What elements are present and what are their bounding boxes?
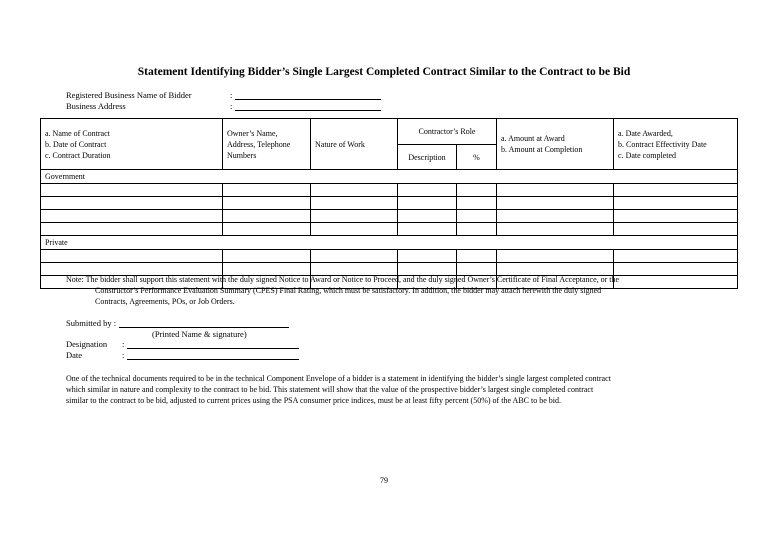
date-label: Date [66,350,83,360]
table-row[interactable] [41,197,738,210]
registered-name-row: Registered Business Name of Bidder : [66,90,381,100]
header-nature-of-work: Nature of Work [311,119,398,170]
header-amount: a. Amount at Award b. Amount at Completion [497,119,614,170]
header-contract: a. Name of Contract b. Date of Contract c. Contract Duration [41,119,223,170]
header-percent: % [457,145,497,170]
table-row[interactable] [41,250,738,263]
business-address-row: Business Address : [66,101,381,111]
printed-name-caption: (Printed Name & signature) [152,329,247,339]
date-row: Date : [66,350,299,360]
header-dates: a. Date Awarded, b. Contract Effectivity Date c. Date completed [614,119,738,170]
page-number: 79 [380,476,388,485]
page-title: Statement Identifying Bidder’s Single Largest Completed Contract Similar to the Contract to be Bid [137,66,631,78]
section-private: Private [41,236,738,250]
business-address-field[interactable] [235,101,381,111]
table-row[interactable] [41,210,738,223]
note-text: Note: The bidder shall support this statement with the duly signed Notice to Award or Notice to Proceed, and the duly signed Owner’s Certificate of Final Acceptance, or the Constructor’s Performance Evaluation Summary (CPES) Final Rating, which must be satisfactory. In addition, the bidder may attach herewith the duly signed Contracts, Agreements, POs, or Job Orders. [66,275,620,306]
header-description: Description [398,145,457,170]
designation-row: Designation : [66,339,299,349]
header-owner: Owner’s Name, Address, Telephone Numbers [223,119,311,170]
table-row [41,236,738,250]
registered-name-field[interactable] [235,90,381,100]
table-row [41,170,738,184]
designation-field[interactable] [127,339,299,349]
explanation-paragraph: One of the technical documents required to be in the technical Component Envelope of a bidder is a statement in identifying the bidder’s single largest completed contract which similar in nature and complexity to the contract to be bid. This statement will show that the value of the prospective bidder’s largest single completed contract similar to the contract to be bid, adjusted to current prices using the PSA consumer price indices, must be at least fifty percent (50%) of the ABC to be bid. [66,374,611,405]
date-field[interactable] [127,350,299,360]
submitted-by-field[interactable] [119,318,289,328]
header-contractor-role: Contractor’s Role [398,119,497,145]
contract-table [40,118,738,289]
registered-name-label: Registered Business Name of Bidder [66,90,192,100]
designation-label: Designation [66,339,108,349]
submitted-by-label: Submitted by [66,318,112,328]
section-government: Government [41,170,738,184]
table-row[interactable] [41,184,738,197]
business-address-label: Business Address [66,101,126,111]
submitted-by-row: Submitted by : [66,318,289,328]
table-row[interactable] [41,223,738,236]
